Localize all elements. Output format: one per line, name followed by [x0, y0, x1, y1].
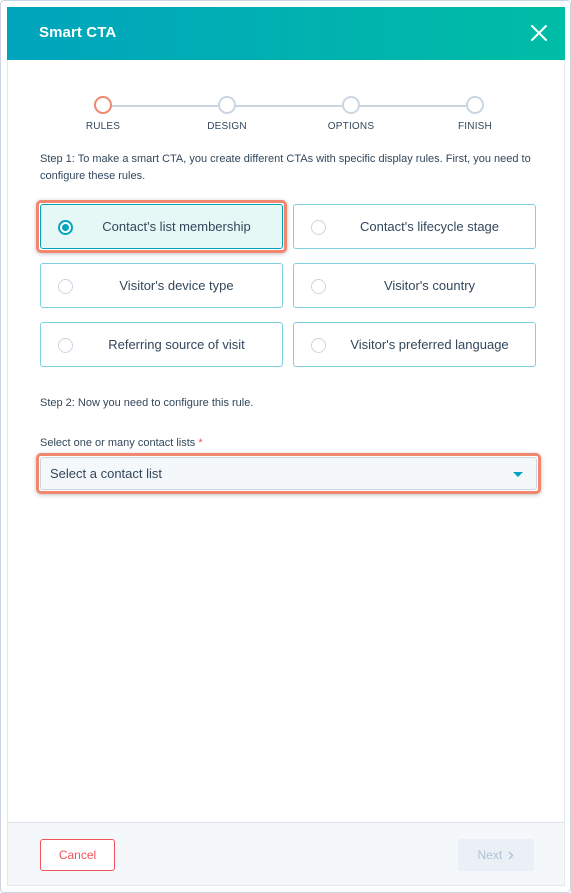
- option-label: Visitor's device type: [119, 278, 234, 293]
- stepper-track: [104, 105, 470, 107]
- option-preferred-language[interactable]: [293, 322, 536, 367]
- step2-instructions: [40, 395, 253, 412]
- dialog-header: [7, 7, 565, 60]
- chevron-right-icon: [507, 851, 515, 860]
- dialog-body: [7, 60, 565, 822]
- radio-unselected[interactable]: [311, 338, 326, 353]
- step-label: DESIGN: [207, 121, 247, 132]
- step2-prefix: Step 2:: [40, 397, 75, 409]
- step-label: OPTIONS: [327, 121, 375, 132]
- step2-text: Now you need to configure this rule.: [74, 397, 254, 409]
- step-label: FINISH: [458, 121, 492, 132]
- step-indicator: [218, 96, 236, 114]
- step-indicator: [466, 96, 484, 114]
- caret-down-icon: [513, 472, 523, 477]
- option-lifecycle-stage[interactable]: [293, 204, 536, 249]
- option-label: Visitor's preferred language: [350, 337, 509, 352]
- required-mark: *: [198, 437, 203, 449]
- contact-lists-label-text: Select one or many contact lists: [40, 437, 196, 449]
- step1-text: To make a smart CTA, you create different CTAs with specific display rules. First, you need to configure these rules.: [40, 153, 531, 182]
- option-device-type[interactable]: [40, 263, 283, 308]
- option-label: Contact's lifecycle stage: [359, 219, 500, 234]
- radio-selected[interactable]: [58, 220, 73, 235]
- option-label: Contact's list membership: [102, 219, 251, 234]
- contact-list-select[interactable]: [40, 457, 537, 490]
- option-referring-source[interactable]: [40, 322, 283, 367]
- contact-list-select-value: Select a contact list: [50, 466, 162, 481]
- next-label: Next: [477, 848, 503, 862]
- step-finish: [435, 96, 515, 132]
- step-indicator: [342, 96, 360, 114]
- option-label: Visitor's country: [383, 278, 476, 293]
- dialog-footer: [7, 822, 565, 886]
- radio-unselected[interactable]: [58, 338, 73, 353]
- contact-lists-label: [40, 437, 203, 449]
- option-label: Referring source of visit: [108, 337, 245, 352]
- radio-unselected[interactable]: [58, 279, 73, 294]
- cancel-button[interactable]: Cancel: [40, 839, 115, 871]
- radio-unselected[interactable]: [311, 220, 326, 235]
- step1-instructions: [40, 151, 540, 185]
- option-country[interactable]: [293, 263, 536, 308]
- step1-prefix: Step 1:: [40, 153, 75, 165]
- option-list-membership[interactable]: [40, 204, 283, 249]
- wizard-stepper: [8, 94, 566, 134]
- next-button[interactable]: [458, 839, 534, 871]
- dialog-title: Smart CTA: [39, 24, 117, 41]
- step-indicator: [94, 96, 112, 114]
- step-label: RULES: [85, 121, 121, 132]
- close-icon: [527, 21, 551, 45]
- step-design: [187, 96, 267, 132]
- step-rules: [63, 96, 143, 132]
- radio-unselected[interactable]: [311, 279, 326, 294]
- step-options: [311, 96, 391, 132]
- close-button[interactable]: [527, 21, 551, 45]
